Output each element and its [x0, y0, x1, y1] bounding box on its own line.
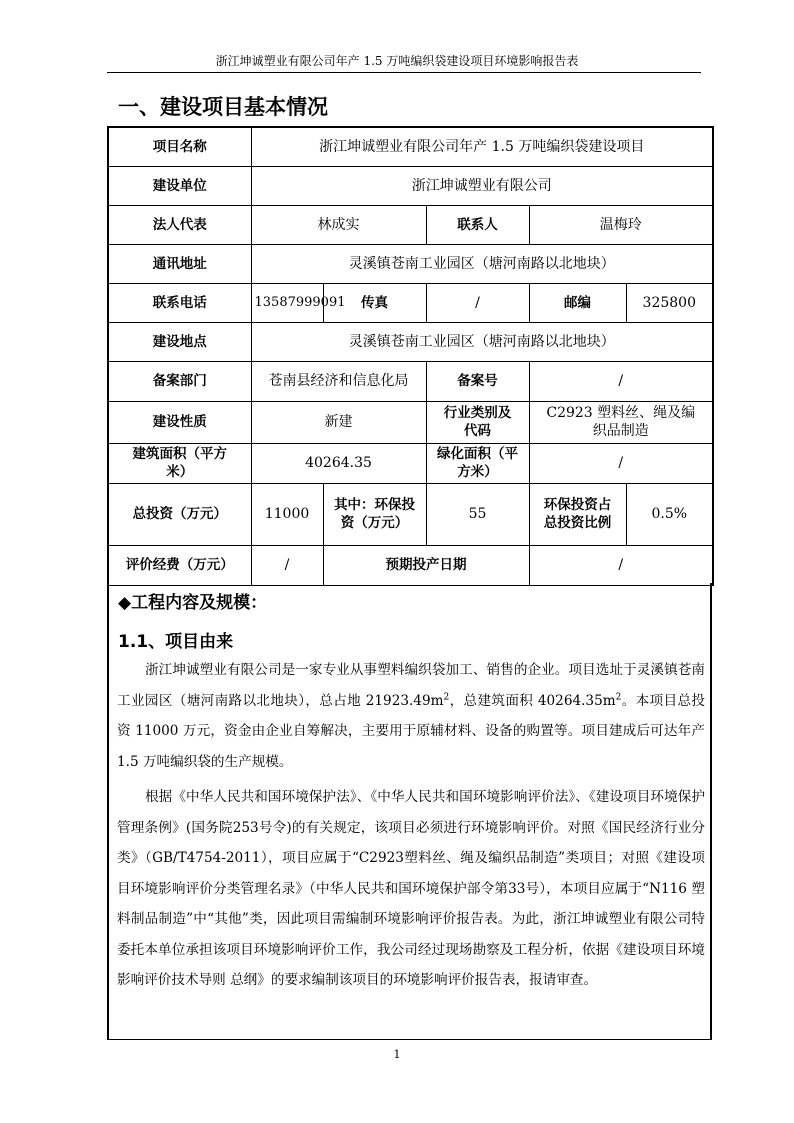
table-row — [108, 361, 713, 401]
table-row — [108, 283, 713, 322]
paragraph-text: ，总建筑面积 40264.35m — [449, 692, 616, 709]
filing-dept-label: 备案部门 — [108, 361, 251, 401]
table-row — [108, 244, 713, 283]
industry-label: 行业类别及代码 — [426, 401, 529, 443]
table-row — [108, 401, 713, 443]
project-info-table — [107, 126, 714, 586]
superscript: 2 — [443, 691, 450, 702]
env-ratio-label: 环保投资占总投资比例 — [529, 483, 626, 545]
paragraph-text: 。本项目总投资 11000 万元，资金由企业自筹解决，主要用于原辅材料、设备的购置等。项目建成后可达年产 1.5 万吨编织袋的生产规模。 — [117, 692, 705, 770]
floor-area-label: 建筑面积（平方米） — [108, 443, 251, 483]
filing-no-value: / — [529, 361, 713, 401]
postcode-label: 邮编 — [529, 283, 626, 322]
phone-label: 联系电话 — [108, 283, 251, 322]
phone-value: 13587999091 — [251, 283, 323, 322]
paragraph-text: 浙江坤诚塑业有限公司是一家专业从事塑料编织袋加工、销售的企业。项目选址于灵溪镇苍南工业园区（塘河南路以北地块），总占地 21923.49m — [117, 662, 705, 709]
nature-label: 建设性质 — [108, 401, 251, 443]
nature-value: 新建 — [251, 401, 426, 443]
postcode-value: 325800 — [626, 283, 713, 322]
project-name-label: 项目名称 — [108, 127, 251, 166]
table-row — [108, 322, 713, 361]
address-label: 通讯地址 — [108, 244, 251, 283]
site-value: 灵溪镇苍南工业园区（塘河南路以北地块） — [251, 322, 713, 361]
running-header: 浙江坤诚塑业有限公司年产 1.5 万吨编织袋建设项目环境影响报告表 — [215, 54, 579, 68]
engineering-scope-heading: ◆工程内容及规模： — [118, 593, 268, 613]
fax-label: 传真 — [323, 283, 426, 322]
eval-fee-label: 评价经费（万元） — [108, 545, 251, 585]
filing-no-label: 备案号 — [426, 361, 529, 401]
project-origin-heading: 1.1、项目由来 — [118, 632, 234, 652]
table-row — [108, 483, 713, 545]
contact-label: 联系人 — [426, 205, 529, 244]
total-invest-value: 11000 — [251, 483, 323, 545]
construction-unit-value: 浙江坤诚塑业有限公司 — [251, 166, 713, 205]
env-invest-value: 55 — [426, 483, 529, 545]
env-invest-label: 其中：环保投资（万元） — [323, 483, 426, 545]
env-ratio-value: 0.5% — [626, 483, 713, 545]
table-row — [108, 166, 713, 205]
contact-value: 温梅玲 — [529, 205, 713, 244]
floor-area-value: 40264.35 — [251, 443, 426, 483]
start-date-label: 预期投产日期 — [323, 545, 529, 585]
table-row — [108, 205, 713, 244]
page-number: 1 — [393, 1048, 401, 1061]
legal-rep-label: 法人代表 — [108, 205, 251, 244]
table-row — [108, 443, 713, 483]
green-area-label: 绿化面积（平方米） — [426, 443, 529, 483]
project-name-value: 浙江坤诚塑业有限公司年产 1.5 万吨编织袋建设项目 — [251, 127, 713, 166]
fax-value: / — [426, 283, 529, 322]
start-date-value: / — [529, 545, 713, 585]
site-label: 建设地点 — [108, 322, 251, 361]
superscript: 2 — [615, 691, 622, 702]
section-title: 一、建设项目基本情况 — [118, 95, 328, 119]
industry-value: C2923 塑料丝、绳及编织品制造 — [529, 401, 713, 443]
green-area-value: / — [529, 443, 713, 483]
filing-dept-value: 苍南县经济和信息化局 — [251, 361, 426, 401]
construction-unit-label: 建设单位 — [108, 166, 251, 205]
paragraph-project-intro — [117, 655, 705, 777]
address-value: 灵溪镇苍南工业园区（塘河南路以北地块） — [251, 244, 713, 283]
paragraph-legal-basis: 根据《中华人民共和国环境保护法》、《中华人民共和国环境影响评价法》、《建设项目环境保护管理条例》(国务院253号令)的有关规定，该项目必须进行环境影响评价。对照《国民经济行业分类》（GB/T4754-2011），项目应属于“C2923塑料丝、绳及编织品制造”类项目；对照《建设项目环境影响评价分类管理名录》（中华人民共和国环境保护部令第33号），本项目应属于“N116 塑料制品制造”中“其他”类，因此项目需编制环境影响评价报告表。为此，浙江坤诚塑业有限公司特委托本单位承担该项目环境影响评价工作，我公司经过现场勘察及工程分析，依据《建设项目环境影响评价技术导则 总纲》的要求编制该项目的环境影响评价报告表，报请审查。 — [117, 789, 705, 988]
table-row — [108, 127, 713, 166]
table-row — [108, 545, 713, 585]
eval-fee-value: / — [251, 545, 323, 585]
legal-rep-value: 林成实 — [251, 205, 426, 244]
total-invest-label: 总投资（万元） — [108, 483, 251, 545]
header-rule — [107, 72, 701, 73]
